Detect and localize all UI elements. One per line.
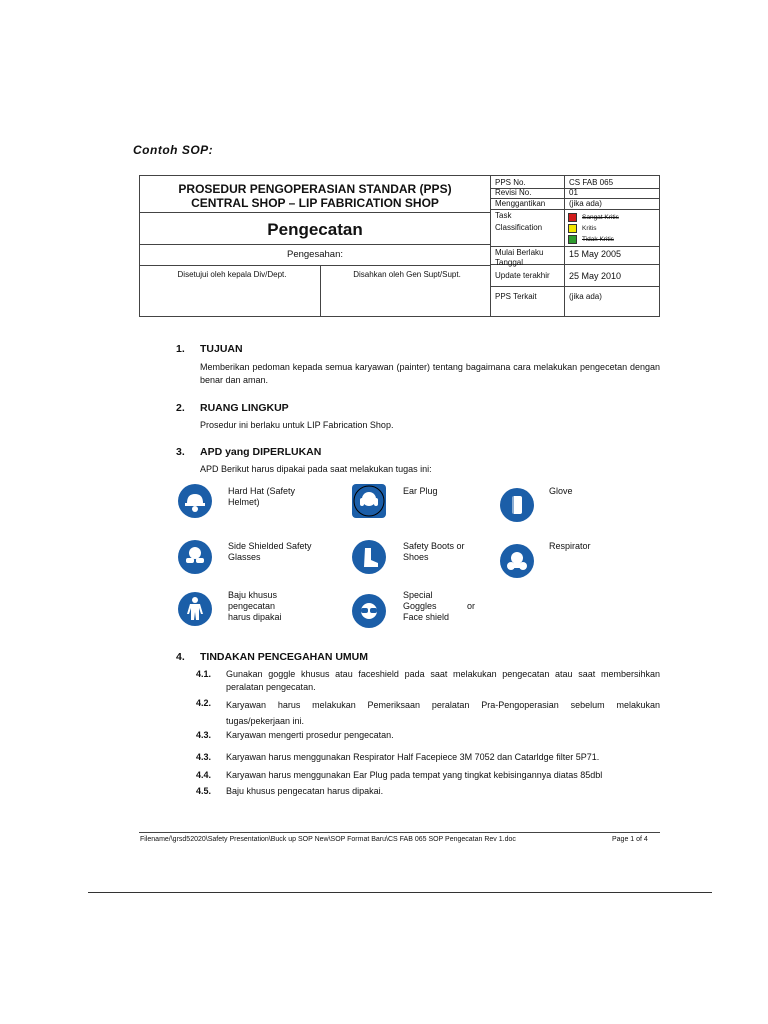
class-sangat-kritis: Sangat Kritis [582, 214, 619, 221]
class-green-swatch [568, 235, 577, 244]
footer-divider [139, 832, 660, 833]
footer-filename: Filename/\grsd52020\Safety Presentation\Buck up SOP New\SOP Format Baru\CS FAB 065 SOP Pengecatan Rev 1.doc [140, 836, 516, 843]
menggantikan-label: Menggantikan [495, 199, 546, 208]
classification-label: Classification [495, 223, 543, 232]
header-title-line1: PROSEDUR PENGOPERASIAN STANDAR (PPS) CENTRAL SHOP – LIP FABRICATION SHOP [178, 182, 452, 210]
list-item: 4.2. Karyawan harus melakukan Pemeriksaan peralatan Pra-Pengoperasian sebelum melakukan tugas/pekerjaan ini. [196, 698, 660, 726]
safety-boots-icon [352, 540, 386, 574]
section-1-text: Memberikan pedoman kepada semua karyawan (painter) tentang bagaimana cara melakukan pengecetan dengan benar dan aman. [200, 362, 660, 385]
pps-terkait-value: (jika ada) [569, 292, 602, 301]
class-yellow-swatch [568, 224, 577, 233]
pengesahan-label: Pengesahan: [287, 249, 343, 260]
respirator-icon [500, 544, 534, 578]
section-2-text: Prosedur ini berlaku untuk LIP Fabrication Shop. [200, 420, 394, 430]
document-title: Pengecatan [267, 220, 363, 239]
safety-glasses-label: Side Shielded Safety Glasses [228, 541, 312, 562]
list-item: 4.1. Gunakan goggle khusus atau faceshield pada saat melakukan pengecatan atau saat membersihkan peralatan pengecatan. [196, 669, 660, 692]
revisi-label: Revisi No. [495, 188, 532, 197]
mulai-berlaku-value: 15 May 2005 [569, 249, 622, 259]
update-terakhir-value: 25 May 2010 [569, 271, 622, 281]
ear-plug-icon [352, 484, 386, 518]
revisi-value: 01 [569, 188, 578, 197]
hard-hat-icon [178, 484, 212, 518]
pps-no-value: CS FAB 065 [569, 178, 614, 187]
menggantikan-value: (jika ada) [569, 199, 602, 208]
section-2-heading: 2. RUANG LINGKUP [176, 402, 289, 414]
ear-plug-label: Ear Plug [403, 486, 438, 496]
safety-boots-label: Safety Boots or Shoes [403, 541, 465, 562]
section-1-heading: 1. TUJUAN [176, 343, 243, 355]
disahkan-label: Disahkan oleh Gen Supt/Supt. [353, 270, 461, 279]
pps-terkait-label: PPS Terkait [495, 292, 537, 301]
update-terakhir-label: Update terakhir [495, 271, 550, 280]
section-3-text: APD Berikut harus dipakai pada saat melakukan tugas ini: [200, 464, 432, 474]
contoh-sop-heading: Contoh SOP: [133, 143, 214, 157]
pps-no-label: PPS No. [495, 178, 526, 187]
goggles-face-shield-icon [352, 594, 386, 628]
section-3-heading: 3. APD yang DIPERLUKAN [176, 446, 322, 458]
safety-glasses-icon [178, 540, 212, 574]
coverall-icon [178, 592, 212, 626]
disetujui-label: Disetujui oleh kepala Div/Dept. [177, 270, 287, 279]
class-red-swatch [568, 213, 577, 222]
class-kritis: Kritis [582, 225, 597, 232]
sop-header-table [139, 175, 660, 317]
goggles-label: Special Goggles or Face shield [403, 590, 476, 622]
section-4-heading: 4. TINDAKAN PENCEGAHAN UMUM [176, 651, 368, 663]
coverall-label: Baju khusus pengecatan harus dipakai [228, 590, 282, 622]
class-tidak-kritis: Tidak Kritis [582, 236, 614, 243]
mulai-berlaku-label: Mulai Berlaku Tanggal [495, 248, 544, 267]
glove-icon [500, 488, 534, 522]
task-label: Task [495, 211, 512, 220]
page-bottom-rule [88, 892, 712, 893]
glove-label: Glove [549, 486, 573, 496]
respirator-label: Respirator [549, 541, 591, 551]
footer-page-number: Page 1 of 4 [612, 836, 648, 843]
hard-hat-label: Hard Hat (Safety Helmet) [228, 486, 296, 507]
